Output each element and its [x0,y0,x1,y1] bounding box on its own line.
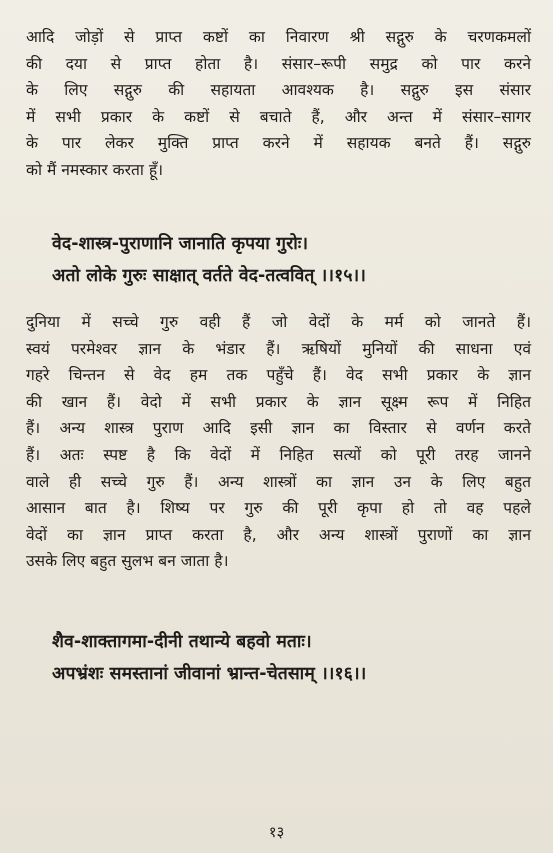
paragraph-commentary [26,309,531,575]
page-number: १३ [268,823,285,841]
verse-line: अतो लोके गुरुः साक्षात् वर्तते वेद-तत्ववित् ।।१५।। [52,266,367,286]
text-line: की खान हैं। वेदो में सभी प्रकार के ज्ञान सूक्ष्म रूप में निहित [26,392,531,411]
text-line: उसके लिए बहुत सुलभ बन जाता है। [26,552,229,571]
verse-line: अपभ्रंशः समस्तानां जीवानां भ्रान्त-चेतसाम् ।।१६।। [52,664,367,684]
paragraph-intro [26,24,531,184]
text-line: दुनिया में सच्चे गुरु वही हैं जो वेदों के मर्म को जानते हैं। [26,313,531,331]
verse-15 [52,228,532,292]
text-line: में सभी प्रकार के कष्टों से बचाते हैं, और अन्त में संसार–सागर [26,107,531,126]
text-line: हैं। अन्य शास्त्र पुराण आदि इसी ज्ञान का विस्तार से वर्णन करते [26,419,531,438]
text-line: स्वयं परमेश्वर ज्ञान के भंडार हैं। ऋषियों मुनियों की साधना एवं [26,339,531,358]
text-line: वेदों का ज्ञान प्राप्त करता है, और अन्य शास्त्रों पुराणों का ज्ञान [26,525,531,544]
text-line: की दया से प्राप्त होता है। संसार–रूपी समुद्र को पार करने [26,54,531,73]
text-line: हैं। अतः स्पष्ट है कि वेदों में निहित सत्यों को पूरी तरह जानने [26,445,531,464]
text-line: को मैं नमस्कार करता हूँ। [26,160,164,179]
verse-line: शैव-शाक्तागमा-दीनी तथान्ये बहवो मताः। [52,632,312,652]
text-line: के लिए सद्गुरु की सहायता आवश्यक है। सद्गुरु इस संसार [26,81,531,100]
text-line: गहरे चिन्तन से वेद हम तक पहुँचे हैं। वेद सभी प्रकार के ज्ञान [26,366,531,385]
text-line: आसान बात है। शिष्य पर गुरु की पूरी कृपा हो तो वह पहले [26,499,531,518]
verse-line: वेद-शास्त्र-पुराणानि जानाति कृपया गुरोः। [52,234,309,254]
text-line: वाले ही सच्चे गुरु हैं। अन्य शास्त्रों का ज्ञान उन के लिए बहुत [26,472,531,491]
verse-16 [52,626,532,690]
text-line: आदि जोड़ों से प्राप्त कष्टों का निवारण श्री सद्गुरु के चरणकमलों [26,28,531,46]
text-line: के पार लेकर मुक्ति प्राप्त करने में सहायक बनते हैं। सद्गुरु [26,134,531,153]
